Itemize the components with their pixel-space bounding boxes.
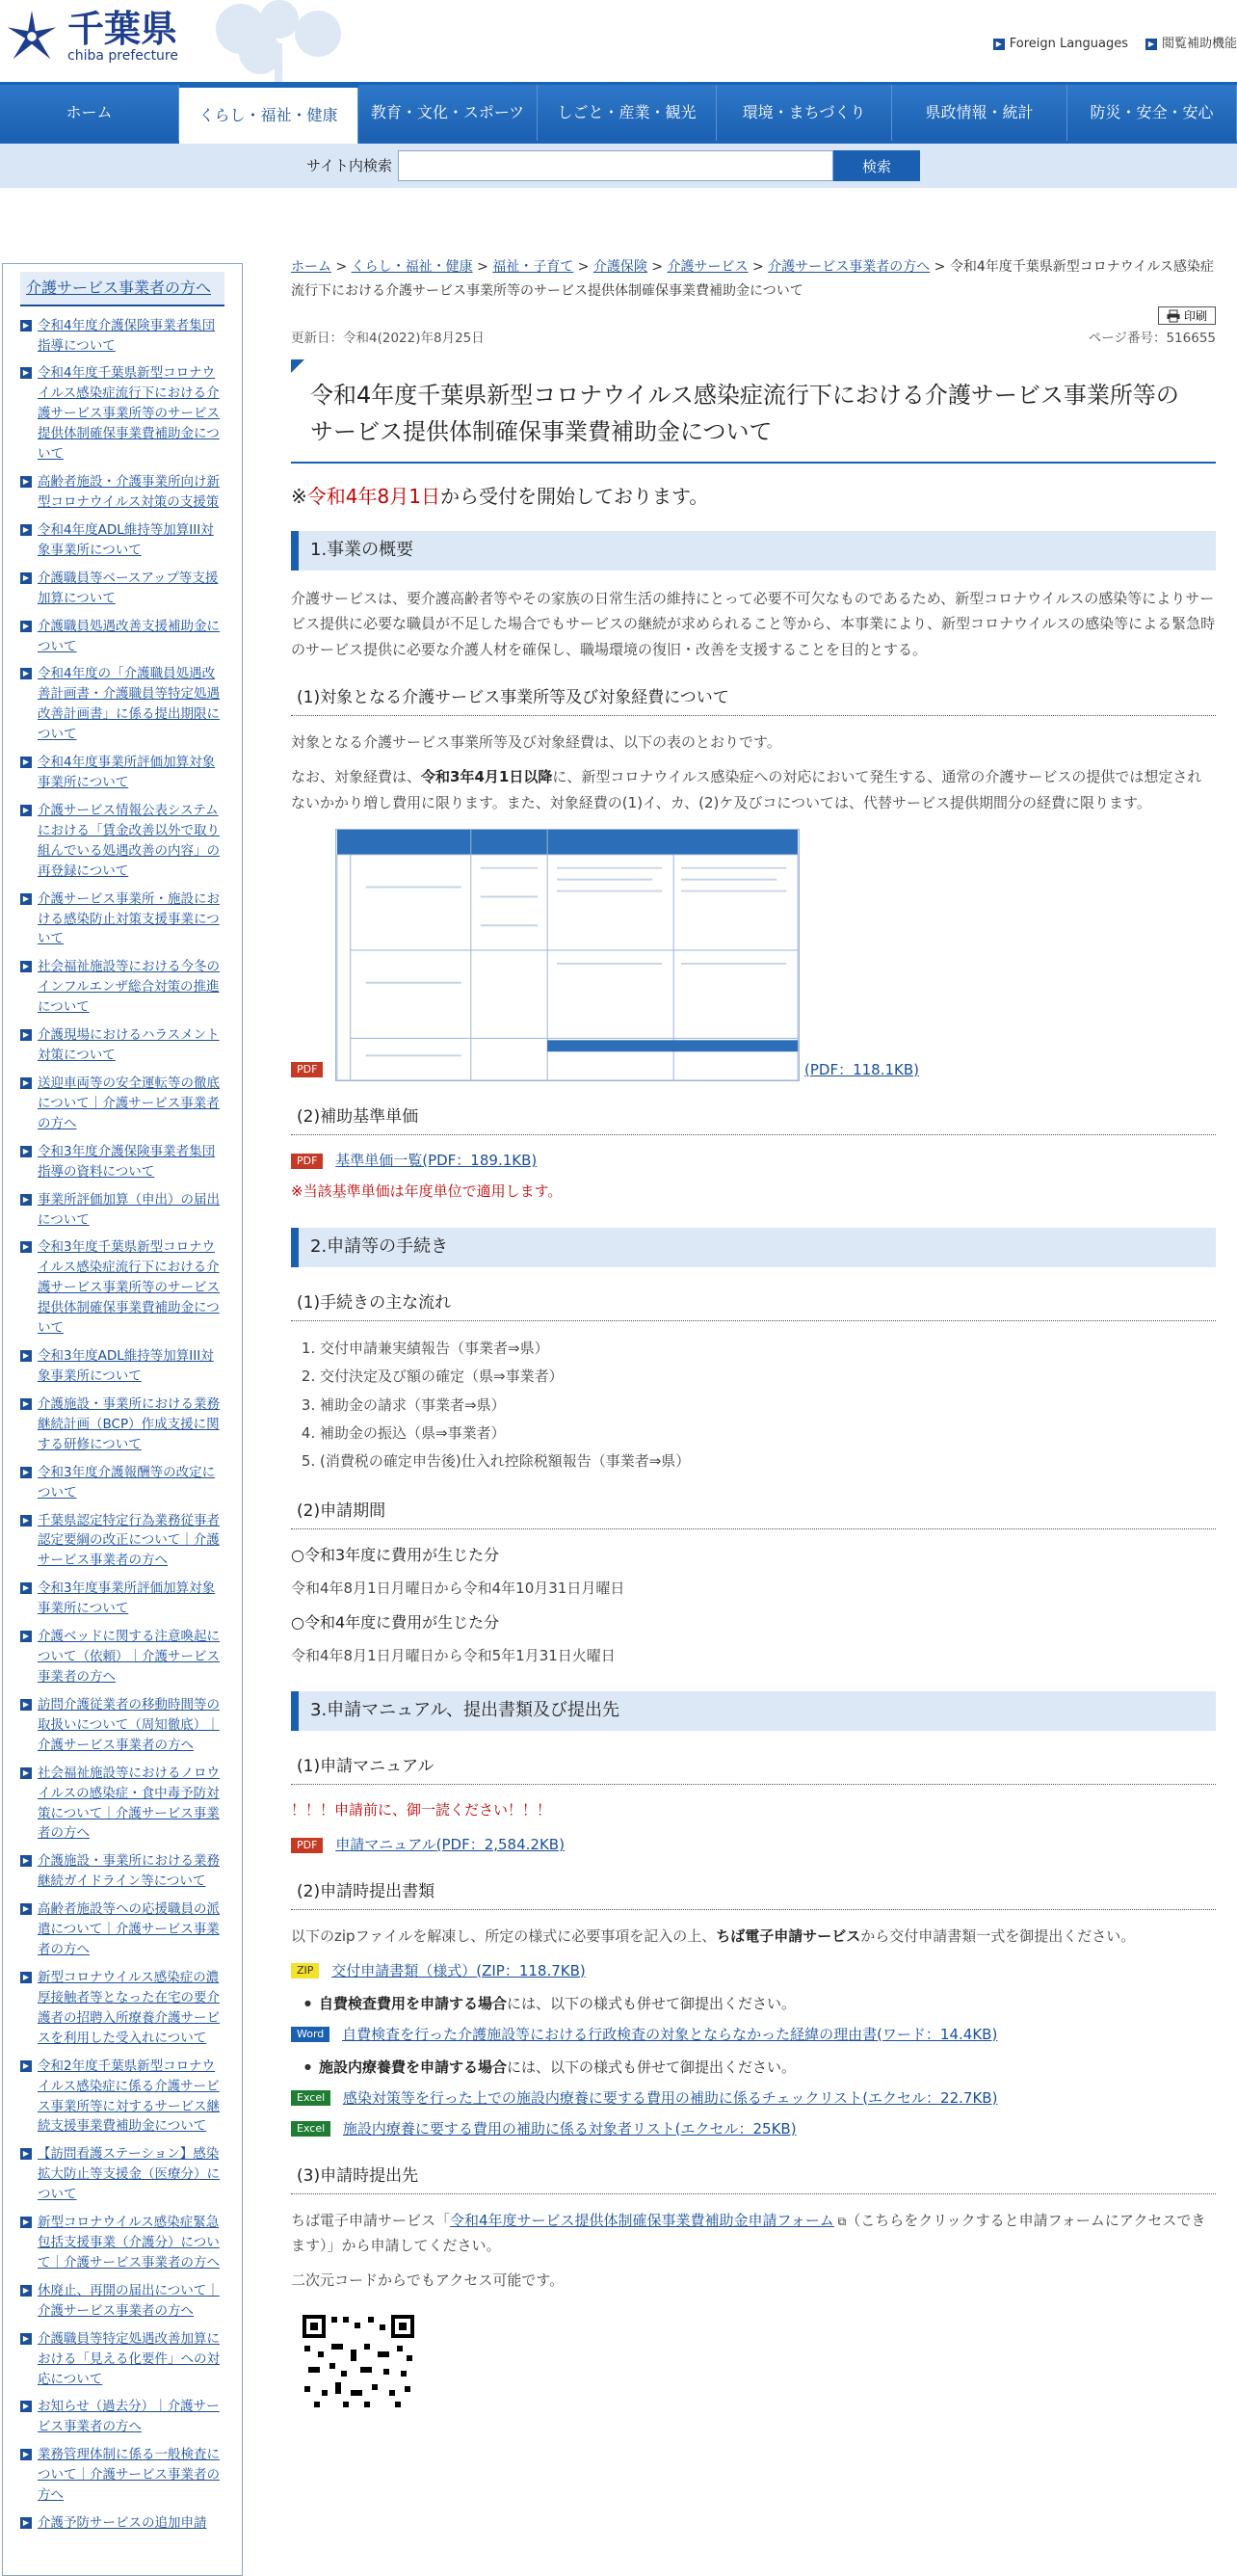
sidebar-item-link[interactable]: 休廃止、再開の届出について｜介護サービス事業者の方へ — [38, 2282, 220, 2319]
arrow-right-icon: ▶ — [20, 1515, 32, 1527]
pdf-badge-icon: PDF — [291, 1838, 323, 1853]
search-button[interactable]: 検索 — [833, 150, 920, 181]
sidebar-item[interactable] — [20, 2213, 224, 2273]
arrow-right-icon: ▶ — [993, 39, 1005, 50]
external-link-icon: ⧉ — [833, 2214, 847, 2228]
tab-prefecture-info[interactable]: 県政情報・統計 — [892, 85, 1067, 141]
sidebar-item-link[interactable]: 令和3年度千葉県新型コロナウイルス感染症流行下における介護サービス事業所等のサービス提供体制確保事業費補助金について — [38, 1239, 220, 1337]
sidebar-item[interactable] — [20, 2445, 224, 2506]
section-3-1-heading: (1)申請マニュアル — [291, 1750, 1216, 1785]
tab-environment-town[interactable]: 環境・まちづくり — [717, 85, 892, 141]
site-header — [0, 0, 1237, 82]
arrow-right-icon: ▶ — [20, 524, 32, 536]
section-2-1-heading: (1)手続きの主な流れ — [291, 1287, 1216, 1321]
procedure-steps — [320, 1335, 1216, 1475]
section-3-3-heading: (3)申請時提出先 — [291, 2160, 1216, 2194]
sidebar-item[interactable] — [20, 1346, 224, 1387]
arrow-right-icon: ▶ — [20, 2517, 32, 2529]
pdf-badge-icon: PDF — [291, 1154, 323, 1169]
search-label: サイト内検索 — [306, 157, 392, 174]
tab-education-culture-sports[interactable]: 教育・文化・スポーツ — [358, 85, 538, 141]
arrow-right-icon: ▶ — [20, 668, 32, 679]
sidebar-item[interactable] — [20, 1968, 224, 2049]
arrow-right-icon: ▶ — [20, 1699, 32, 1711]
sidebar-item-link[interactable]: 介護ベッドに関する注意喚起について（依頼）｜介護サービス事業者の方へ — [38, 1629, 220, 1685]
sidebar-item-link[interactable]: 高齢者施設・介護事業所向け新型コロナウイルス対策の支援策 — [38, 474, 220, 510]
sidebar-item-link[interactable]: 介護サービス事業所・施設における感染防止対策支援事業について — [38, 890, 220, 947]
sidebar-item-link[interactable]: 介護職員等ベースアップ等支援加算について — [38, 570, 219, 606]
sidebar-item[interactable] — [20, 1237, 224, 1339]
arrow-right-icon: ▶ — [20, 1972, 32, 1983]
arrow-right-icon: ▶ — [20, 2401, 32, 2412]
arrow-right-icon: ▶ — [20, 2217, 32, 2228]
sidebar-item[interactable] — [20, 1463, 224, 1503]
notice: ※令和4年8月1日から受付を開始しております。 — [291, 485, 709, 509]
section-1-1-heading: (1)対象となる介護サービス事業所等及び対象経費について — [291, 681, 1216, 716]
sidebar-item-link[interactable]: 令和4年度千葉県新型コロナウイルス感染症流行下における介護サービス事業所等のサービス提供体制確保事業費補助金について — [38, 365, 220, 463]
sidebar-item[interactable] — [20, 1142, 224, 1182]
sidebar-item-link[interactable]: お知らせ（過去分）｜介護サービス事業者の方へ — [38, 2399, 220, 2435]
target-expense-table-image[interactable] — [335, 829, 800, 1081]
breadcrumb-providers[interactable]: 介護サービス事業者の方へ — [768, 259, 931, 275]
sidebar-item-link[interactable]: 【訪問看護ステーション】感染拡大防止等支援金（医療分）について — [38, 2146, 220, 2203]
table-pdf-link[interactable]: (PDF：118.1KB) — [804, 1060, 919, 1078]
sidebar-item-link[interactable]: 令和3年度ADL維持等加算III対象事業所について — [38, 1348, 214, 1384]
unit-price-note: ※当該基準単価は年度単位で適用します。 — [291, 1182, 563, 1201]
site-search — [0, 144, 1237, 188]
sidebar-item[interactable] — [20, 801, 224, 882]
sidebar-item-link[interactable]: 令和2年度千葉県新型コロナウイルス感染症に係る介護サービス事業所等に対するサービス継続支援事業費補助金について — [38, 2058, 220, 2135]
sidebar-item[interactable] — [20, 1764, 224, 1845]
breadcrumb-insurance[interactable]: 介護保険 — [592, 259, 647, 275]
sidebar-item[interactable] — [20, 1394, 224, 1455]
breadcrumb-home[interactable]: ホーム — [291, 259, 331, 275]
sidebar-item[interactable] — [20, 2057, 224, 2138]
updated-date: 更新日：令和4(2022)年8月25日 — [291, 331, 485, 346]
print-button[interactable]: 印刷 — [1158, 306, 1216, 325]
section-1-2-heading: (2)補助基準単価 — [291, 1101, 1216, 1135]
arrow-right-icon: ▶ — [20, 621, 32, 632]
sidebar — [2, 263, 243, 2576]
sidebar-item[interactable] — [20, 2397, 224, 2437]
header-links — [993, 35, 1237, 55]
arrow-right-icon: ▶ — [20, 2285, 32, 2297]
sidebar-item-link[interactable]: 令和4年度の「介護職員処遇改善計画書・介護職員等特定処遇改善計画書」に係る提出期限について — [38, 666, 220, 743]
sidebar-item-link[interactable]: 千葉県認定特定行為業務従事者認定要綱の改正について｜介護サービス事業者の方へ — [38, 1512, 220, 1569]
arrow-right-icon: ▶ — [20, 1903, 32, 1915]
target-list-excel-link[interactable]: 施設内療養に要する費用の補助に係る対象者リスト(エクセル：25KB) — [342, 2119, 797, 2138]
arrow-right-icon: ▶ — [20, 1241, 32, 1253]
foreign-languages-link[interactable]: ▶ Foreign Languages — [993, 35, 1128, 55]
list-item: 3. 補助金の請求（事業者⇒県） — [320, 1392, 1216, 1420]
unit-price-link[interactable]: 基準単価一覧(PDF：189.1KB) — [335, 1152, 538, 1170]
breadcrumb-life[interactable]: くらし・福祉・健康 — [351, 259, 473, 275]
sidebar-item[interactable] — [20, 617, 224, 657]
section-1-intro: 介護サービスは、要介護高齢者等やその家族の日常生活の維持にとって必要不可欠なものであるため、新型コロナウイルスの感染等によりサービス提供に必要な職員が不足した場合でもサービスの継続が求められること等から、本事業により、新型コロナウイルスの感染等による緊急時のサービス提供に必要な介護人材を確保し、職場環境の復旧・改善を支援することを目的とする。 — [291, 590, 1216, 658]
section-3-heading: 3.申請マニュアル、提出書類及び提出先 — [291, 1691, 1216, 1731]
arrow-right-icon: ▶ — [20, 1077, 32, 1089]
application-form-link[interactable]: 令和4年度サービス提供体制確保事業費補助金申請フォーム — [450, 2211, 834, 2229]
sidebar-item-link[interactable]: 介護職員処遇改善支援補助金について — [38, 618, 220, 654]
arrow-right-icon: ▶ — [20, 1029, 32, 1041]
sidebar-item-link[interactable]: 介護予防サービスの追加申請 — [38, 2515, 207, 2532]
arrow-right-icon: ▶ — [20, 1467, 32, 1478]
arrow-right-icon: ▶ — [20, 1631, 32, 1642]
sidebar-item-link[interactable]: 介護施設・事業所における業務継続計画（BCP）作成支援に関する研修について — [38, 1395, 220, 1452]
sidebar-item[interactable] — [20, 1025, 224, 1066]
section-1-heading: 1.事業の概要 — [291, 531, 1216, 571]
breadcrumb-current: 令和4年度千葉県新型コロナウイルス感染症流行下における介護サービス事業所等のサービス提供体制確保事業費補助金について — [291, 259, 1214, 299]
logo-english: chiba prefecture — [67, 48, 178, 64]
sidebar-item-link[interactable]: 新型コロナウイルス感染症の濃厚接触者等となった在宅の要介護者の招聘入所療養介護サービスを利用した受入れについて — [38, 1969, 220, 2046]
arrow-right-icon: ▶ — [20, 476, 32, 488]
sidebar-item[interactable] — [20, 1190, 224, 1231]
manual-link[interactable]: 申請マニュアル(PDF：2,584.2KB) — [335, 1836, 565, 1854]
application-forms-zip-link[interactable]: 交付申請書類（様式）(ZIP：118.7KB) — [331, 1961, 586, 1979]
arrow-right-icon: ▶ — [20, 2060, 32, 2072]
sidebar-item[interactable] — [20, 316, 224, 357]
sidebar-item[interactable] — [20, 2329, 224, 2390]
sidebar-item[interactable] — [20, 2144, 224, 2205]
sidebar-list — [20, 316, 224, 2534]
sidebar-item[interactable] — [20, 520, 224, 561]
tab-work-industry-tourism[interactable]: しごと・産業・観光 — [538, 85, 717, 141]
sidebar-item[interactable] — [20, 1851, 224, 1892]
pdf-badge-icon: PDF — [291, 1062, 323, 1077]
arrow-right-icon: ▶ — [20, 367, 32, 379]
arrow-right-icon: ▶ — [20, 572, 32, 584]
sidebar-item[interactable] — [20, 472, 224, 513]
logo-japanese: 千葉県 — [67, 7, 178, 50]
sidebar-item-link[interactable]: 令和4年度介護保険事業者集団指導について — [38, 317, 216, 354]
zip-badge-icon: ZIP — [291, 1963, 319, 1978]
arrow-right-icon: ▶ — [20, 961, 32, 972]
sidebar-item[interactable] — [20, 753, 224, 793]
sidebar-item[interactable] — [20, 2513, 224, 2534]
list-item: 1. 交付申請兼実績報告（事業者⇒県） — [320, 1335, 1216, 1363]
search-input[interactable] — [398, 150, 833, 181]
sidebar-item[interactable] — [20, 1899, 224, 1960]
sidebar-item[interactable] — [20, 1579, 224, 1619]
breadcrumb: ホーム > くらし・福祉・健康 > 福祉・子育て > 介護保険 > 介護サービス > 介護サービス事業者の方へ > 令和4年度千葉県新型コロナウイルス感染症流行下における介護サービス事業所等のサービス提供体制確保事業費補助金について — [291, 259, 1214, 299]
sidebar-item[interactable] — [20, 2281, 224, 2322]
list-item: 2. 交付決定及び額の確定（県⇒事業者） — [320, 1363, 1216, 1391]
checklist-excel-link[interactable]: 感染対策等を行った上での施設内療養に要する費用の補助に係るチェックリスト(エクセル：22.7KB) — [342, 2088, 998, 2107]
sidebar-item[interactable] — [20, 890, 224, 950]
arrow-right-icon: ▶ — [20, 1146, 32, 1157]
arrow-right-icon: ▶ — [20, 1350, 32, 1362]
word-badge-icon: Word — [291, 2027, 329, 2042]
sidebar-item-link[interactable]: 社会福祉施設等における今冬のインフルエンザ総合対策の推進について — [38, 959, 220, 1016]
sidebar-item-link[interactable]: 高齢者施設等への応援職員の派遣について｜介護サービス事業者の方へ — [38, 1901, 220, 1958]
sidebar-item-link[interactable]: 令和4年度ADL維持等加算III対象事業所について — [38, 521, 214, 558]
list-item: 4. 補助金の振込（県⇒事業者） — [320, 1420, 1216, 1447]
arrow-right-icon: ▶ — [20, 1194, 32, 1206]
chiba-star-logo-icon — [4, 8, 60, 66]
section-3-2-heading: (2)申請時提出書類 — [291, 1875, 1216, 1910]
qr-code-image — [301, 2313, 416, 2409]
arrow-right-icon: ▶ — [20, 893, 32, 905]
sidebar-item-link[interactable]: 送迎車両等の安全運転等の徹底について｜介護サービス事業者の方へ — [38, 1076, 220, 1131]
self-test-reason-doc-link[interactable]: 自費検査を行った介護施設等における行政検査の対象とならなかった経緯の理由書(ワード：14.4KB) — [342, 2025, 998, 2043]
list-item: 5. (消費税の確定申告後)仕入れ控除税額報告（事業者⇒県） — [320, 1447, 1216, 1475]
sidebar-title[interactable]: 介護サービス事業者の方へ — [20, 272, 224, 306]
sidebar-item-link[interactable]: 令和3年度介護保険事業者集団指導の資料について — [38, 1143, 216, 1180]
excel-badge-icon: Excel — [291, 2121, 330, 2137]
sidebar-item[interactable] — [20, 569, 224, 609]
sidebar-item[interactable] — [20, 957, 224, 1018]
section-2-2-heading: (2)申請期間 — [291, 1495, 1216, 1529]
page-number: ページ番号：516655 — [1088, 331, 1216, 346]
global-nav — [0, 82, 1237, 144]
section-2-heading: 2.申請等の手続き — [291, 1228, 1216, 1267]
arrow-right-icon: ▶ — [1145, 39, 1157, 50]
sidebar-item-link[interactable]: 業務管理体制に係る一般検査について｜介護サービス事業者の方へ — [38, 2447, 220, 2504]
arrow-right-icon: ▶ — [20, 1582, 32, 1594]
arrow-right-icon: ▶ — [20, 2333, 32, 2345]
breadcrumb-service[interactable]: 介護サービス — [667, 259, 749, 275]
accessibility-link[interactable]: ▶ 閲覧補助機能 — [1145, 35, 1237, 55]
sidebar-item[interactable] — [20, 664, 224, 745]
sidebar-item[interactable] — [20, 1511, 224, 1572]
arrow-right-icon: ▶ — [20, 2148, 32, 2160]
header-tree-decoration-icon — [183, 0, 376, 82]
tab-home[interactable]: ホーム — [0, 85, 179, 141]
sidebar-item-link[interactable]: 訪問介護従業者の移動時間等の取扱いについて（周知徹底）｜介護サービス事業者の方へ — [38, 1696, 220, 1753]
page-title: 令和4年度千葉県新型コロナウイルス感染症流行下における介護サービス事業所等のサービス提供体制確保事業費補助金について — [291, 359, 1216, 465]
sidebar-item-link[interactable]: 社会福祉施設等におけるノロウイルスの感染症・食中毒予防対策について｜介護サービス事業者の方へ — [38, 1765, 220, 1842]
arrow-right-icon: ▶ — [20, 805, 32, 816]
sidebar-item-link[interactable]: 介護施設・事業所における業務継続ガイドライン等について — [38, 1853, 220, 1890]
sidebar-item[interactable] — [20, 1074, 224, 1134]
excel-badge-icon: Excel — [291, 2090, 330, 2106]
sidebar-item-link[interactable]: 令和3年度事業所評価加算対象事業所について — [38, 1580, 216, 1617]
breadcrumb-welfare[interactable]: 福祉・子育て — [492, 259, 574, 275]
sidebar-item[interactable] — [20, 1627, 224, 1687]
sidebar-item[interactable] — [20, 363, 224, 465]
arrow-right-icon: ▶ — [20, 1398, 32, 1410]
arrow-right-icon: ▶ — [20, 2449, 32, 2460]
tab-disaster-safety[interactable]: 防災・安全・安心 — [1067, 85, 1237, 141]
printer-icon — [1167, 310, 1180, 322]
sidebar-item-link[interactable]: 令和3年度介護報酬等の改定について — [38, 1464, 216, 1500]
sidebar-item-link[interactable]: 令和4年度事業所評価加算対象事業所について — [38, 755, 216, 791]
arrow-right-icon: ▶ — [20, 1855, 32, 1867]
sidebar-item-link[interactable]: 事業所評価加算（申出）の届出について — [38, 1191, 220, 1228]
arrow-right-icon: ▶ — [20, 1767, 32, 1779]
sidebar-item-link[interactable]: 介護職員等特定処遇改善加算における「見える化要件」への対応について — [38, 2330, 220, 2387]
sidebar-item-link[interactable]: 介護サービス情報公表システムにおける「賃金改善以外で取り組んでいる処遇改善の内容」の再登録について — [38, 802, 220, 879]
arrow-right-icon: ▶ — [20, 757, 32, 768]
main-content: ホーム > くらし・福祉・健康 > 福祉・子育て > 介護保険 > 介護サービス > 介護サービス事業者の方へ > 令和4年度千葉県新型コロナウイルス感染症流行下における介護サービス事業所等のサービス提供体制確保事業費補助金について 印刷 更新日：令和4(2022)年8月25日 ページ番号：516655 令和4年度千葉県新型コロナウイルス感染症流行下における介護サービス事業所等のサービス提供体制確保事業費補助金について ※令和4年8月1日から受付を開始しております。 1.事業の概要 介護サービスは、要介護高齢者等やその家族の日常生活の維持にとって必要不可欠なものであるため、新型コロナウイルスの感染等によりサービス提供に必要な職員が不足した場合でもサービスの継続が求められること等から、本事業により、新型コロナウイルスの感染等による緊急時のサービス提供に必要な介護人材を確保し、職場環境の復旧・改善を支援することを目的とする。 (1)対象となる介護サービス事業所等及び対象経費について 対象となる介護サービス事業所等及び対象経費は、以下の表のとおりです。 なお、対象経費は、令和3年4月1日以降に、新型コロナウイルス感染症への対応において発生する、通常の介護サービスの提供では想定されないかかり増し費用に限ります。また、対象経費の(1)イ、カ、(2)ケ及びコについては、代替サービス提供期間分の経費に限ります。 PDF (PDF：118.1KB) (2)補助基準単価 PDF 基準単価一覧(PDF：189.1KB) ※当該基準単価は年度単位で適用します。 2.申請等の手続き (1)手続きの主な流れ 1. 交付申請兼実績報告（事業者⇒県） 2. 交付決定及び額の確定（県⇒事業者） 3. 補助金の請求（事業者⇒県） 4. 補助金の振込（県⇒事業者） 5. (消費税の確定申告後)仕入れ控除税額報告（事業者⇒県） (2)申請期間 ○令和3年度に費用が生じた分 令和4年8月1日月曜日から令和4年10月31日月曜日 ○令和4年度に費用が生じた分 令和4年8月1日月曜日から令和5年1月31日火曜日 3.申請マニュアル、提出書類及び提出先 (1)申請マニュアル ！！！申請前に、御一読ください！！！ PDF 申請マニュアル(PDF：2,584.2KB) (2)申請時提出書類 以下のzipファイルを解凍し、所定の様式に必要事項を記入の上、ちば電子申請サービスから交付申請書類一式を御提出ください。 ZIP 交付申請書類（様式）(ZIP：118.7KB) ● 自費検査費用を申請する場合には、以下の様式も併せて御提出ください。 Word 自費検査を行った介護施設等における行政検査の対象とならなかった経緯の理由書(ワード：14.4KB) ● 施設内療養費を申請する場合には、以下の様式も併せて御提出ください。 Excel 感染対策等を行った上での施設内療養に要する費用の補助に係るチェックリスト(エクセル：22.7KB) Excel 施設内療養に要する費用の補助に係る対象者リスト(エクセル：25KB) (3)申請時提出先 ちば電子申請サービス「令和4年度サービス提供体制確保事業費補助金申請フォーム ⧉（こちらをクリックすると申請フォームにアクセスできます）」から申請してください。 二次元コードからでもアクセス可能です。 — [291, 255, 1216, 2416]
arrow-right-icon: ▶ — [20, 320, 32, 332]
tab-life-welfare-health[interactable]: くらし・福祉・健康 — [179, 88, 358, 144]
sidebar-item[interactable] — [20, 1695, 224, 1756]
sidebar-item-link[interactable]: 新型コロナウイルス感染症緊急包括支援事業（介護分）について｜介護サービス事業者の方へ — [38, 2215, 220, 2271]
manual-warning: ！！！申請前に、御一読ください！！！ — [291, 1801, 552, 1819]
sidebar-item-link[interactable]: 介護現場におけるハラスメント対策について — [38, 1027, 220, 1064]
site-logo[interactable] — [4, 8, 178, 66]
